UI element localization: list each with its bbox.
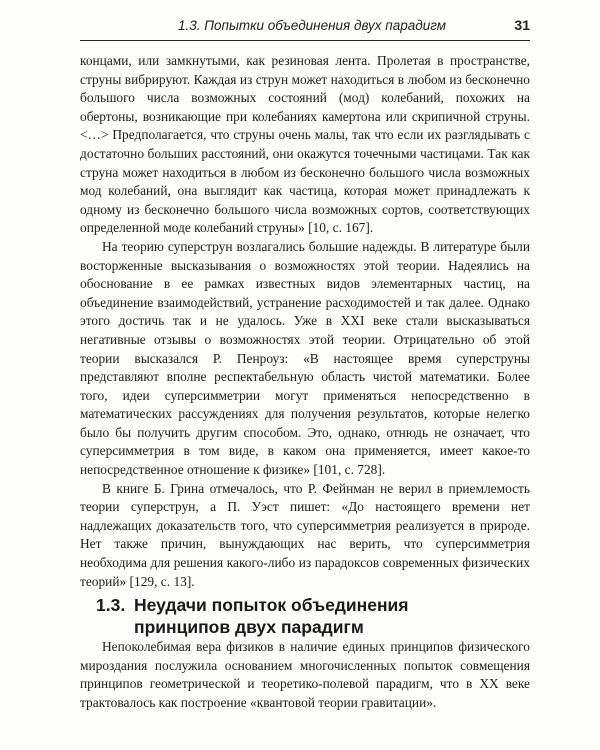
paragraph-superstring-hopes: На теорию суперструн возлагались большие надежды. В литературе были восторженные высказывания о возможностях этой теории. Надеялись на обоснование в ее рамках известных видов элементарных частиц, на объединение взаимодействий, устранение расходимостей и так далее. Однако этого достичь так и не удалось. Уже в XXI веке стали высказываться негативные отзывы о возможностях этой теории. Отрицательно об этой теории высказался Р. Пенроуз: «В настоящее время суперструны представляют вполне респектабельную область чистой математики. Более того, идеи суперсимметрии могут применяться непосредственно в математических рассуждениях для получения результатов, которые нелегко было бы получить другим способом. Это, однако, отнюдь не означает, что суперсимметрия в том виде, в каком она применяется, имеет какое-то непосредственное отношение к физике» [101, с. 728].	[80, 238, 530, 478]
paragraph-section-intro: Непоколебимая вера физиков в наличие единых принципов физического мироздания послужила основанием многочисленных попыток совмещения принципов геометрической и теоретико-полевой парадигм, что в XX веке трактовалось как построение «квантовой теории гравитации».	[80, 639, 530, 710]
section-heading	[96, 594, 516, 638]
section-number: 1.3.	[96, 595, 126, 615]
paragraph-quote-continuation: концами, или замкнутыми, как резиновая лента. Пролетая в пространстве, струны вибрируют. Каждая из струн может находиться в любом из бесконечно большого числа возможных состояний (мод) колебаний, похожих на обертоны, возникающие при колебаниях камертона или скрипичной струны. <…> Предполагается, что струны очень малы, так что если их разглядывать с достаточно больших расстояний, они окажутся точечными частицами. Так как струна может находиться в любом из бесконечно большого числа возможных мод колебаний, она выглядит как частица, которая может принадлежать к одному из бесконечно большого числа возможных сортов, соответствующих определенной моде колебаний струны» [10, с. 167].	[80, 53, 530, 236]
body-text	[80, 52, 530, 591]
page-number: 31	[514, 17, 530, 33]
section-title-line2: принципов двух парадигм	[134, 617, 364, 637]
running-header	[80, 14, 530, 41]
paragraph-green-book: В книге Б. Грина отмечалось, что Р. Фейнман не верил в приемлемость теории суперструн, а П. Уэст пишет: «До настоящего времени нет надлежащих доказательств того, что суперсимметрия реализуется в природе. Нет также причин, вынуждающих нас верить, что суперсимметрия необходима для решения какого-либо из парадоксов современных физических теорий» [129, с. 13].	[80, 480, 530, 589]
running-title: 1.3. Попытки объединения двух парадигм	[178, 18, 446, 33]
section-body-text	[80, 638, 530, 712]
section-title-line1: Неудачи попыток объединения	[134, 595, 409, 615]
